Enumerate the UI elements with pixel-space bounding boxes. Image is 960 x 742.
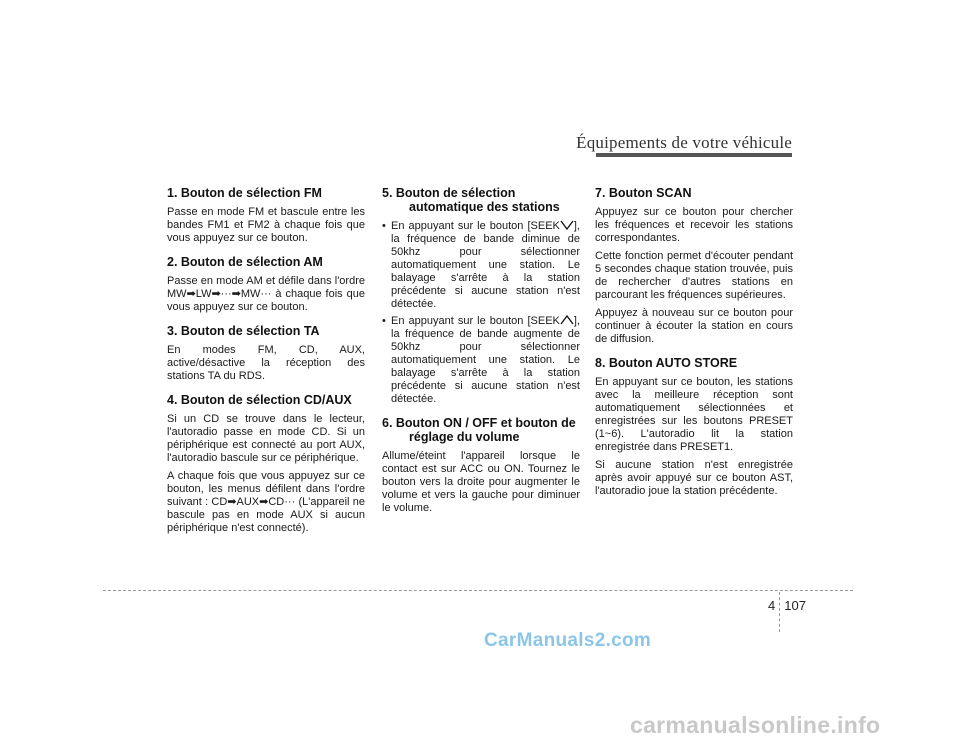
paragraph: Passe en mode AM et défile dans l'ordre MW➡LW➡···➡MW··· à chaque fois que vous appuyez sur ce bouton. bbox=[167, 275, 365, 313]
section-title-line2: réglage du volume bbox=[409, 430, 520, 444]
section-seek bbox=[382, 186, 580, 406]
section-title: 4. Bouton de sélection CD/AUX bbox=[167, 393, 352, 407]
page-number-separator bbox=[779, 592, 780, 632]
column-left bbox=[167, 186, 365, 545]
section-title bbox=[382, 186, 580, 214]
section-title-line1: 5. Bouton de sélection bbox=[382, 186, 516, 200]
section-title: 7. Bouton SCAN bbox=[595, 186, 692, 200]
chevron-up-icon bbox=[560, 315, 574, 325]
paragraph: Appuyez sur ce bouton pour chercher les fréquences et recevoir les stations correspondantes. bbox=[595, 206, 793, 244]
list-item bbox=[382, 315, 580, 406]
section-title-line2: automatique des stations bbox=[409, 200, 560, 214]
paragraph: Allume/éteint l'appareil lorsque le contact est sur ACC ou ON. Tournez le bouton vers la droite pour augmenter le volume et vers la gauche pour diminuer le volume. bbox=[382, 450, 580, 514]
paragraph: Si aucune station n'est enregistrée après avoir appuyé sur ce bouton AST, l'autoradio joue la station précédente. bbox=[595, 459, 793, 497]
section-title: 2. Bouton de sélection AM bbox=[167, 255, 323, 269]
section-scan bbox=[595, 186, 793, 346]
watermark-top[interactable]: CarManuals2.com bbox=[484, 630, 652, 651]
section-auto-store bbox=[595, 356, 793, 498]
paragraph: Cette fonction permet d'écouter pendant 5 secondes chaque station trouvée, puis de rechercher d'autres stations en parcourant les fréquences supérieures. bbox=[595, 250, 793, 301]
chapter-number: 4 bbox=[768, 598, 776, 613]
bullet-text: ], la fréquence de bande augmente de 50khz pour sélectionner automatiquement une station. Le balayage s'arrête à la station précédente si aucune station n'est détectée. bbox=[391, 315, 580, 405]
page-number-value: 107 bbox=[784, 598, 806, 613]
section-title: 1. Bouton de sélection FM bbox=[167, 186, 322, 200]
section-fm bbox=[167, 186, 365, 245]
paragraph: En modes FM, CD, AUX, active/désactive la réception des stations TA du RDS. bbox=[167, 344, 365, 382]
section-title-line1: 6. Bouton ON / OFF et bouton de bbox=[382, 416, 576, 430]
section-title bbox=[382, 416, 580, 444]
bullet-text: En appuyant sur le bouton [SEEK bbox=[391, 315, 560, 327]
section-title: 8. Bouton AUTO STORE bbox=[595, 356, 738, 370]
header-rule bbox=[596, 153, 792, 157]
paragraph: Passe en mode FM et bascule entre les bandes FM1 et FM2 à chaque fois que vous appuyez sur ce bouton. bbox=[167, 206, 365, 244]
section-volume bbox=[382, 416, 580, 515]
paragraph: A chaque fois que vous appuyez sur ce bouton, les menus défilent dans l'ordre suivant : CD➡AUX➡CD··· (L'appareil ne bascule pas en mode AUX si aucun périphérique n'est connecté). bbox=[167, 470, 365, 534]
section-ta bbox=[167, 324, 365, 383]
paragraph: En appuyant sur ce bouton, les stations avec la meilleure réception sont automatiquement sélectionnées et enregistrées sur les boutons PRESET (1~6). L'autoradio lit la station enregistrée dans PRESET1. bbox=[595, 376, 793, 453]
watermark-bottom[interactable]: carmanualsonline.info bbox=[630, 712, 881, 738]
column-right bbox=[595, 186, 793, 508]
section-title: 3. Bouton de sélection TA bbox=[167, 324, 320, 338]
section-am bbox=[167, 255, 365, 314]
section-cd-aux bbox=[167, 393, 365, 535]
page-number bbox=[768, 598, 806, 638]
paragraph: Appuyez à nouveau sur ce bouton pour continuer à écouter la station en cours de diffusion. bbox=[595, 307, 793, 345]
bullet-text: En appuyant sur le bouton [SEEK bbox=[391, 220, 560, 232]
chevron-down-icon bbox=[560, 220, 574, 230]
list-item bbox=[382, 220, 580, 311]
bullet-list bbox=[382, 220, 580, 406]
paragraph: Si un CD se trouve dans le lecteur, l'autoradio passe en mode CD. Si un périphérique est connecté au port AUX, l'autoradio bascule sur ce périphérique. bbox=[167, 413, 365, 464]
column-middle bbox=[382, 186, 580, 525]
page-header-title: Équipements de votre véhicule bbox=[576, 133, 792, 152]
footer-dashed-rule bbox=[103, 590, 853, 591]
bullet-text: ], la fréquence de bande diminue de 50khz pour sélectionner automatiquement une station. Le balayage s'arrête à la station précédente si aucune station n'est détectée. bbox=[391, 220, 580, 310]
